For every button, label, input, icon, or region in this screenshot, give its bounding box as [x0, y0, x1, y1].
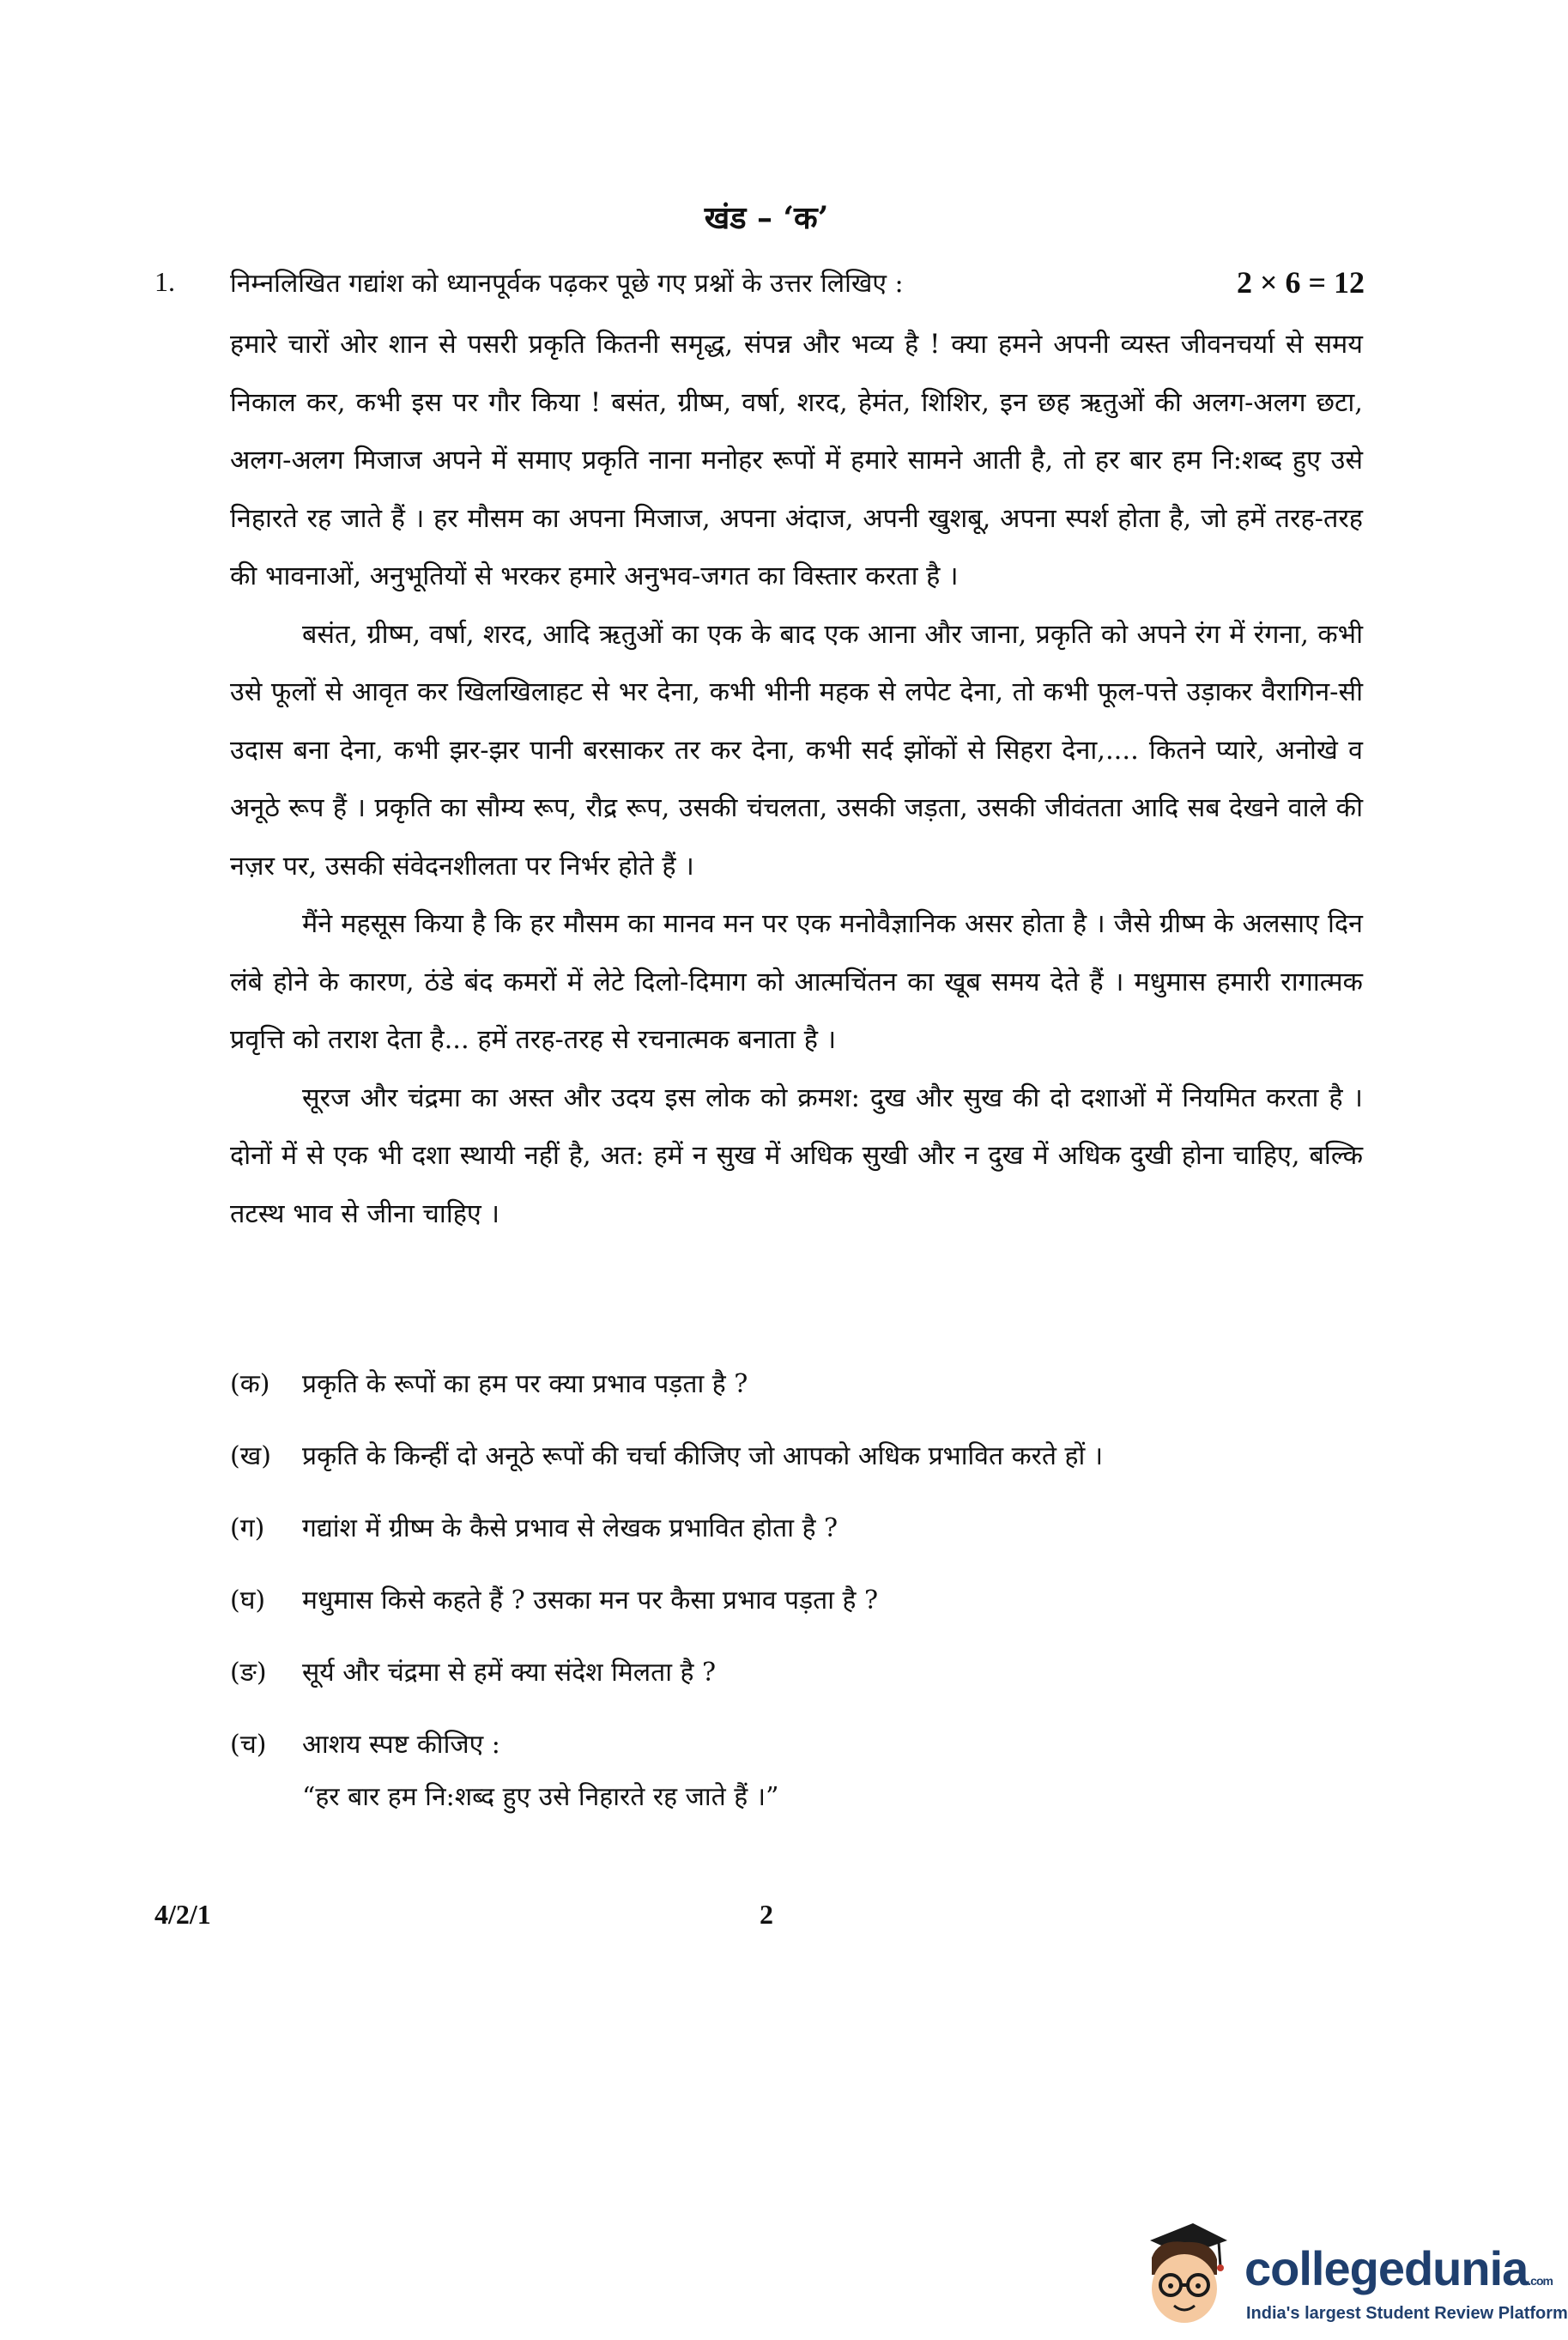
sub-question	[230, 1365, 1363, 1437]
sub-question	[230, 1653, 1363, 1725]
sub-question-label: (ख)	[230, 1441, 271, 1471]
mascot-icon	[1133, 2215, 1236, 2335]
sub-question	[230, 1725, 1363, 1761]
sub-question-quote: “हर बार हम नि:शब्द हुए उसे निहारते रह जाते हैं ।”	[302, 1782, 779, 1812]
passage-paragraph: हमारे चारों ओर शान से पसरी प्रकृति कितनी समृद्ध, संपन्न और भव्य है ! क्या हमने अपनी व्यस्त जीवनचर्या से समय निकाल कर, कभी इस पर गौर किया ! बसंत, ग्रीष्म, वर्षा, शरद, हेमंत, शिशिर, इन छह ऋतुओं की अलग-अलग छटा, अलग-अलग मिजाज अपने में समाए प्रकृति नाना मनोहर रूपों में हमारे सामने आती है, तो हर बार हम नि:शब्द हुए उसे निहारते रह जाते हैं । हर मौसम का अपना मिजाज, अपना अंदाज, अपनी खुशबू, अपना स्पर्श होता है, जो हमें तरह-तरह की भावनाओं, अनुभूतियों से भरकर हमारे अनुभव-जगत का विस्तार करता है ।	[230, 330, 1363, 591]
sub-question-label: (घ)	[230, 1585, 266, 1616]
sub-question-text: प्रकृति के रूपों का हम पर क्या प्रभाव पड़ता है ?	[302, 1369, 748, 1399]
footer-code: 4/2/1	[154, 1899, 211, 1930]
passage-paragraph: सूरज और चंद्रमा का अस्त और उदय इस लोक को क्रमश: दुख और सुख की दो दशाओं में नियमित करता है । दोनों में से एक भी दशा स्थायी नहीं है, अत: हमें न सुख में अधिक सुखी और न दुख में अधिक दुखी होना चाहिए, बल्कि तटस्थ भाव से जीना चाहिए ।	[230, 1082, 1363, 1229]
question-instruction: निम्नलिखित गद्यांश को ध्यानपूर्वक पढ़कर पूछे गए प्रश्नों के उत्तर लिखिए :	[230, 269, 904, 299]
sub-question-label: (क)	[230, 1369, 270, 1399]
logo-suffix: .com	[1528, 2274, 1553, 2288]
logo-tagline: India's largest Student Review Platform	[1246, 2304, 1568, 2323]
question-number: 1.	[154, 266, 175, 297]
section-title: खंड – ‘क’	[704, 200, 829, 236]
sub-question-label: (ग)	[230, 1513, 265, 1543]
sub-question	[230, 1437, 1363, 1509]
sub-question-text: सूर्य और चंद्रमा से हमें क्या संदेश मिलता है ?	[302, 1658, 717, 1688]
sub-question-text: मधुमास किसे कहते हैं ? उसका मन पर कैसा प्रभाव पड़ता है ?	[302, 1585, 879, 1616]
logo-name: collegedunia.com	[1244, 2241, 1553, 2295]
sub-question-text: प्रकृति के किन्हीं दो अनूठे रूपों की चर्चा कीजिए जो आपको अधिक प्रभावित करते हों ।	[302, 1441, 1104, 1471]
sub-questions	[230, 1365, 1363, 1813]
sub-question-text: आशय स्पष्ट कीजिए :	[302, 1730, 500, 1760]
sub-question	[230, 1509, 1363, 1581]
collegedunia-logo[interactable]	[1133, 2215, 1568, 2335]
sub-question-label: (ङ)	[230, 1658, 267, 1688]
page-number: 2	[760, 1899, 773, 1930]
question-marks: 2 × 6 = 12	[1236, 265, 1365, 300]
sub-question-label: (च)	[230, 1730, 267, 1760]
passage	[230, 316, 1363, 1243]
passage-paragraph: बसंत, ग्रीष्म, वर्षा, शरद, आदि ऋतुओं का एक के बाद एक आना और जाना, प्रकृति को अपने रंग में रंगना, कभी उसे फूलों से आवृत कर खिलखिलाहट से भर देना, कभी भीनी महक से लपेट देना, तो कभी फूल-पत्ते उड़ाकर वैरागिन-सी उदास बना देना, कभी झर-झर पानी बरसाकर तर कर देना, कभी सर्द झोंकों से सिहरा देना,.... कितने प्यारे, अनोखे व अनूठे रूप हैं । प्रकृति का सौम्य रूप, रौद्र रूप, उसकी चंचलता, उसकी जड़ता, उसकी जीवंतता आदि सब देखने वाले की नज़र पर, उसकी संवेदनशीलता पर निर्भर होते हैं ।	[230, 619, 1363, 882]
sub-question	[230, 1581, 1363, 1653]
sub-question-text: गद्यांश में ग्रीष्म के कैसे प्रभाव से लेखक प्रभावित होता है ?	[302, 1513, 838, 1543]
passage-paragraph: मैंने महसूस किया है कि हर मौसम का मानव मन पर एक मनोवैज्ञानिक असर होता है । जैसे ग्रीष्म के अलसाए दिन लंबे होने के कारण, ठंडे बंद कमरों में लेटे दिलो-दिमाग को आत्मचिंतन का खूब समय देते हैं । मधुमास हमारी रागात्मक प्रवृत्ति को तराश देता है... हमें तरह-तरह से रचनात्मक बनाता है ।	[230, 909, 1363, 1055]
